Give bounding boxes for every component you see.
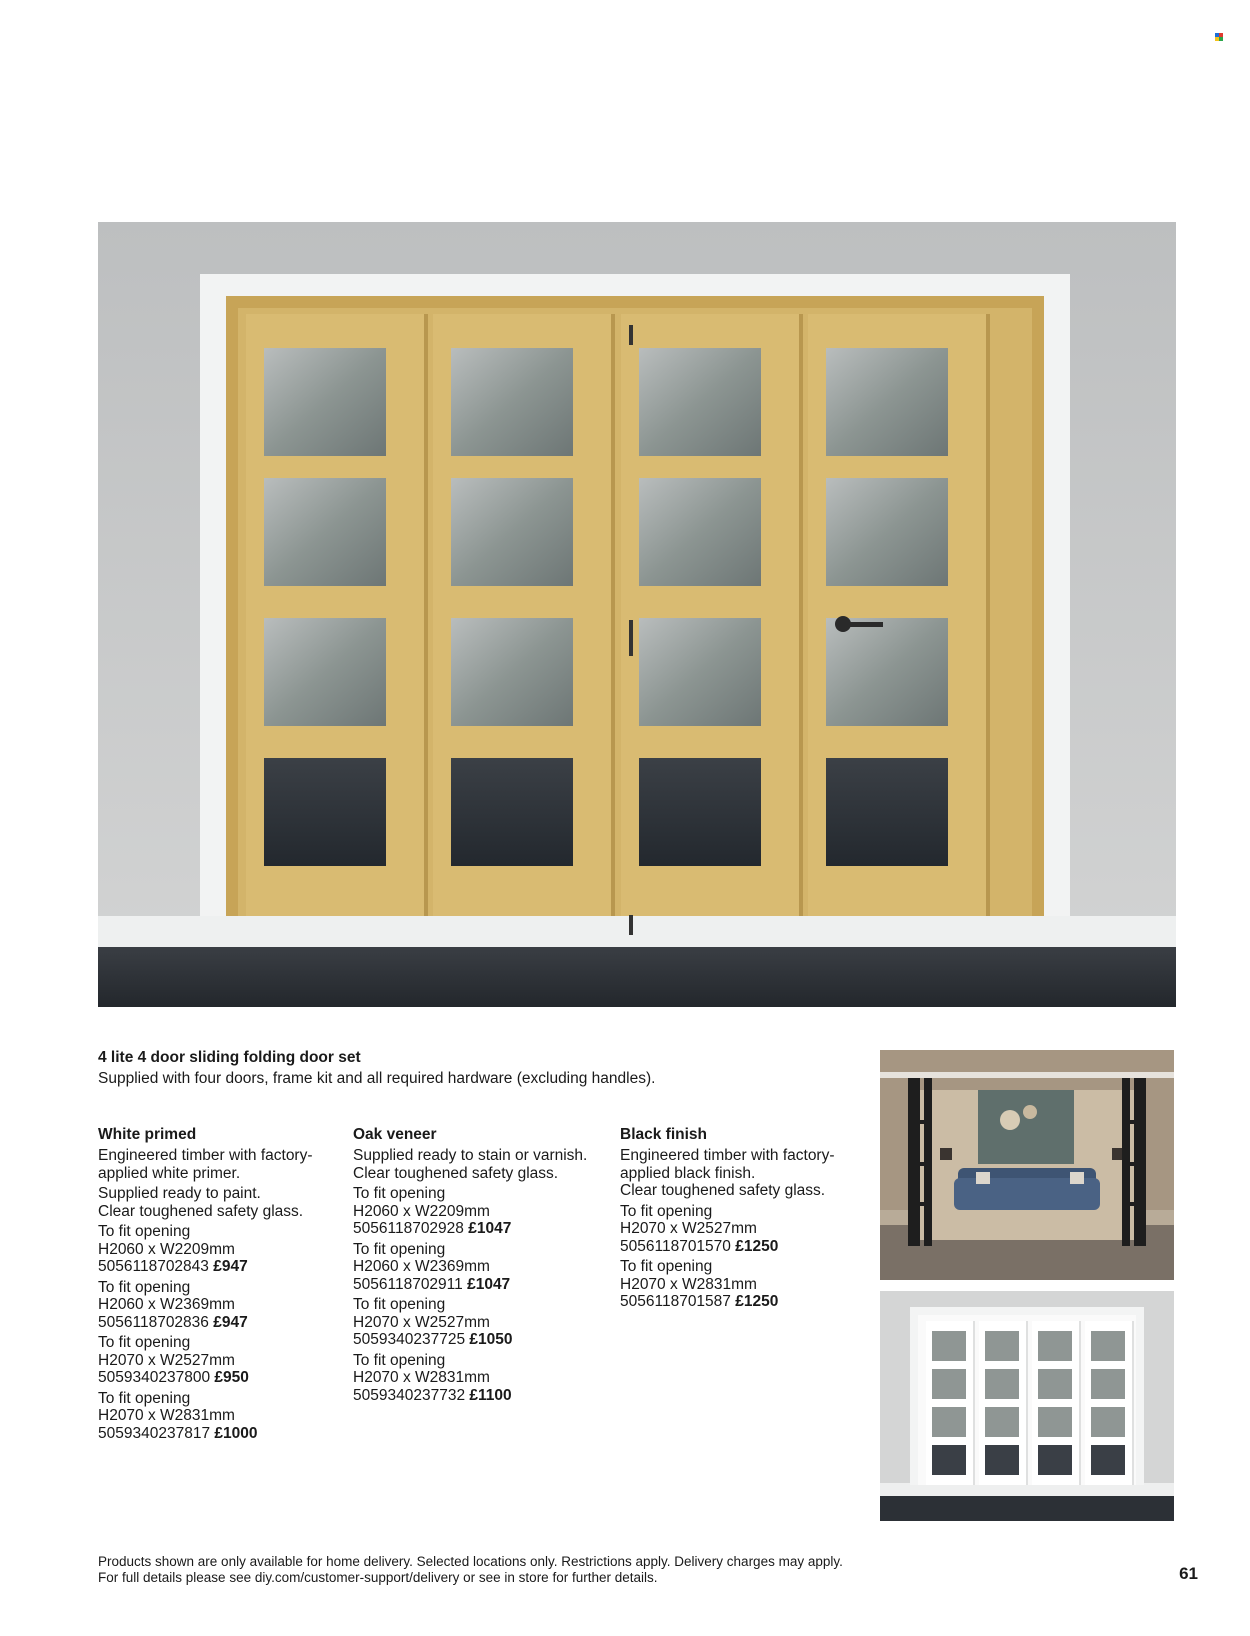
size-label: To fit opening — [620, 1202, 713, 1220]
size-option — [353, 1296, 603, 1349]
price: £1100 — [469, 1386, 512, 1404]
variant-description: Supplied ready to paint. — [98, 1185, 261, 1202]
product-title: 4 lite 4 door sliding folding door set — [98, 1049, 361, 1066]
size-label: To fit opening — [620, 1258, 713, 1275]
footer-line: For full details please see diy.com/customer-support/delivery or see in store for further details. — [98, 1569, 658, 1585]
size-dimensions: H2070 x W2831mm — [620, 1275, 757, 1293]
variant-description: Engineered timber with factory-applied white primer. — [98, 1147, 313, 1182]
variant-heading: Black finish — [620, 1126, 707, 1143]
variant-heading: Oak veneer — [353, 1126, 437, 1143]
size-label: To fit opening — [353, 1240, 446, 1258]
price: £1250 — [735, 1237, 779, 1255]
size-option — [620, 1203, 870, 1256]
size-dimensions: H2070 x W2527mm — [353, 1313, 490, 1331]
size-dimensions: H2070 x W2831mm — [98, 1407, 235, 1424]
size-label: To fit opening — [98, 1278, 191, 1296]
size-option — [353, 1241, 603, 1294]
size-dimensions: H2060 x W2369mm — [353, 1258, 490, 1275]
price: £947 — [213, 1258, 248, 1275]
size-option — [620, 1258, 870, 1311]
size-label: To fit opening — [353, 1351, 446, 1369]
size-option — [353, 1352, 603, 1405]
product-code: 5059340237732 — [353, 1386, 466, 1404]
size-dimensions: H2060 x W2369mm — [98, 1296, 235, 1313]
size-label: To fit opening — [98, 1223, 191, 1240]
size-label: To fit opening — [98, 1334, 191, 1351]
size-label: To fit opening — [353, 1296, 446, 1313]
price: £1050 — [469, 1331, 513, 1348]
variant-description: Engineered timber with factory-applied black finish. — [620, 1147, 835, 1182]
size-option — [353, 1185, 603, 1238]
brand-corner-mark — [1215, 33, 1223, 41]
white-primed-image — [880, 1291, 1174, 1521]
size-option — [98, 1390, 348, 1443]
price: £1000 — [214, 1424, 258, 1442]
price: £1250 — [735, 1293, 779, 1310]
price: £950 — [214, 1369, 249, 1386]
size-option — [98, 1334, 348, 1387]
product-code: 5056118701587 — [620, 1293, 731, 1310]
product-code: 5056118702843 — [98, 1258, 209, 1275]
variant-description: Clear toughened safety glass. — [98, 1202, 304, 1220]
product-code: 5059340237817 — [98, 1424, 211, 1442]
variant-description: Supplied ready to stain or varnish. — [353, 1147, 588, 1164]
size-option — [98, 1279, 348, 1332]
variant-heading: White primed — [98, 1126, 197, 1143]
variant-description: Clear toughened safety glass. — [353, 1164, 559, 1182]
size-dimensions: H2060 x W2209mm — [353, 1202, 490, 1220]
price: £1047 — [467, 1275, 511, 1293]
size-dimensions: H2070 x W2527mm — [620, 1220, 757, 1237]
variant-description: Clear toughened safety glass. — [620, 1182, 826, 1199]
footer-disclaimer — [98, 1554, 998, 1585]
black-finish-image — [880, 1050, 1174, 1280]
product-code: 5056118702911 — [353, 1275, 463, 1293]
product-code: 5056118702836 — [98, 1313, 209, 1331]
hero-product-image — [98, 222, 1176, 1007]
variant-white-primed — [98, 1126, 348, 1445]
size-dimensions: H2060 x W2209mm — [98, 1240, 235, 1258]
footer-line: Products shown are only available for home delivery. Selected locations only. Restrictions apply. Delivery charges may apply. — [98, 1554, 843, 1569]
product-code: 5056118702928 — [353, 1220, 464, 1237]
size-label: To fit opening — [98, 1389, 191, 1407]
size-option — [98, 1223, 348, 1276]
variant-black-finish — [620, 1126, 870, 1314]
price: £947 — [213, 1313, 248, 1331]
page-number: 61 — [1179, 1564, 1198, 1583]
product-code: 5056118701570 — [620, 1237, 731, 1255]
size-label: To fit opening — [353, 1185, 446, 1202]
product-code: 5059340237800 — [98, 1369, 211, 1386]
product-subtitle: Supplied with four doors, frame kit and all required hardware (excluding handles). — [98, 1070, 656, 1087]
size-dimensions: H2070 x W2527mm — [98, 1351, 235, 1369]
size-dimensions: H2070 x W2831mm — [353, 1369, 490, 1386]
price: £1047 — [468, 1220, 512, 1237]
variant-oak-veneer — [353, 1126, 603, 1407]
product-code: 5059340237725 — [353, 1331, 466, 1348]
